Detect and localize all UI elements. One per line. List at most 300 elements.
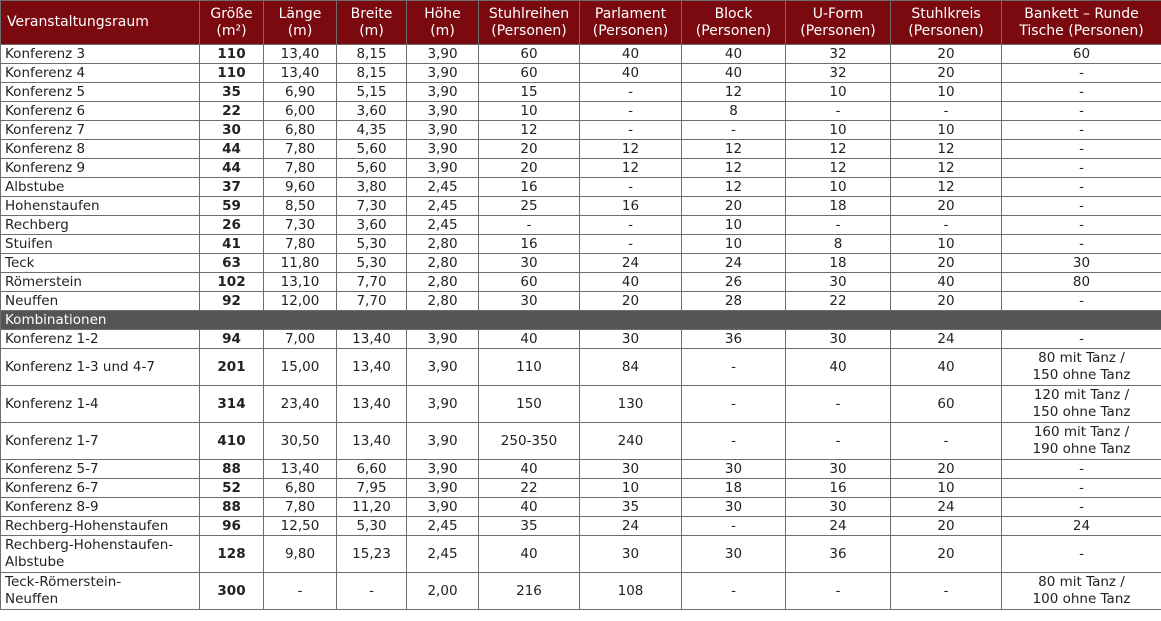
table-row: [1, 330, 1161, 349]
cell-classroom: [580, 573, 682, 610]
table-row: [1, 45, 1161, 64]
table-row: [1, 140, 1161, 159]
cell-height: [407, 64, 479, 83]
cell-text: 18: [829, 197, 847, 214]
table-row: [1, 349, 1161, 386]
column-header-line: Stuhlreihen: [488, 5, 570, 22]
column-header-line: (m): [287, 22, 313, 39]
cell-circle: [891, 479, 1002, 498]
cell-text: Konferenz 6: [5, 102, 86, 119]
cell-text: 13,40: [280, 64, 320, 81]
cell-text: 10: [829, 178, 847, 195]
cell-text: 3,90: [427, 159, 458, 176]
cell-block: [682, 460, 786, 479]
cell-theater: [479, 159, 580, 178]
cell-theater: [479, 349, 580, 386]
cell-text: 20: [937, 292, 955, 309]
cell-size: [200, 216, 264, 235]
cell-text: 150 ohne Tanz: [1032, 404, 1131, 420]
cell-block: [682, 479, 786, 498]
cell-height: [407, 83, 479, 102]
cell-u-shape: [786, 140, 891, 159]
cell-text: 6,60: [356, 460, 387, 477]
cell-text: 40: [520, 545, 538, 562]
cell-classroom: [580, 216, 682, 235]
cell-text: 3,60: [356, 102, 387, 119]
cell-text: 12: [621, 159, 640, 176]
cell-text: -: [628, 216, 633, 233]
cell-text: 410: [217, 432, 246, 449]
cell-text: 15,23: [352, 545, 391, 562]
cell-width: [337, 45, 407, 64]
cell-width: [337, 292, 407, 311]
cell-text: -: [731, 358, 736, 375]
cell-circle: [891, 83, 1002, 102]
cell-banquet: [1002, 178, 1161, 197]
cell-size: [200, 121, 264, 140]
cell-text: 12: [829, 140, 847, 157]
cell-theater: [479, 235, 580, 254]
cell-size: [200, 423, 264, 460]
cell-text: 20: [937, 45, 955, 62]
cell-text: 88: [222, 460, 241, 477]
cell-theater: [479, 330, 580, 349]
cell-text: -: [1079, 292, 1084, 309]
cell-text: 13,40: [352, 395, 391, 412]
cell-size: [200, 517, 264, 536]
cell-text: -: [526, 216, 532, 233]
cell-text: 30: [520, 254, 538, 271]
cell-size: [200, 254, 264, 273]
section-row-combinations: [1, 311, 1161, 330]
cell-classroom: [580, 330, 682, 349]
cell-text: 40: [621, 45, 640, 62]
cell-banquet: [1002, 216, 1161, 235]
cell-text: 30: [724, 545, 743, 562]
cell-size: [200, 573, 264, 610]
table-row: [1, 197, 1161, 216]
cell-text: -: [369, 582, 374, 599]
cell-height: [407, 102, 479, 121]
cell-text: 4,35: [356, 121, 387, 138]
cell-banquet: [1002, 102, 1161, 121]
cell-text: 300: [217, 582, 246, 599]
cell-text: 5,15: [356, 83, 387, 100]
cell-text: 16: [621, 197, 640, 214]
column-header-line: Breite: [350, 5, 393, 22]
column-header-classroom: [580, 1, 682, 45]
cell-room-name: [1, 292, 200, 311]
cell-classroom: [580, 140, 682, 159]
cell-classroom: [580, 460, 682, 479]
cell-text: 3,60: [356, 216, 387, 233]
cell-classroom: [580, 159, 682, 178]
cell-circle: [891, 102, 1002, 121]
cell-text: 10: [937, 235, 955, 252]
cell-block: [682, 83, 786, 102]
cell-text: 9,80: [284, 545, 316, 562]
cell-theater: [479, 423, 580, 460]
cell-text: 35: [222, 83, 241, 100]
cell-block: [682, 254, 786, 273]
cell-height: [407, 517, 479, 536]
cell-height: [407, 197, 479, 216]
cell-u-shape: [786, 197, 891, 216]
cell-text: 15,00: [280, 358, 320, 375]
cell-text: 10: [937, 121, 955, 138]
cell-text: 110: [217, 64, 246, 81]
cell-text: 40: [724, 64, 743, 81]
cell-text: 30: [621, 460, 640, 477]
cell-text: 10: [937, 479, 955, 496]
cell-classroom: [580, 83, 682, 102]
cell-text: 20: [937, 545, 955, 562]
cell-text: 5,60: [356, 140, 387, 157]
cell-text: -: [628, 235, 633, 252]
cell-room-name: [1, 573, 200, 610]
column-header-line: Veranstaltungsraum: [7, 14, 149, 30]
cell-text: 20: [937, 254, 955, 271]
cell-text: 22: [829, 292, 847, 309]
cell-block: [682, 536, 786, 573]
cell-text: 59: [222, 197, 241, 214]
cell-text: -: [1079, 330, 1084, 347]
cell-classroom: [580, 273, 682, 292]
cell-size: [200, 479, 264, 498]
cell-text: 12: [520, 121, 538, 138]
cell-block: [682, 121, 786, 140]
cell-width: [337, 349, 407, 386]
cell-theater: [479, 460, 580, 479]
cell-text: 24: [829, 517, 847, 534]
cell-length: [264, 292, 337, 311]
cell-size: [200, 83, 264, 102]
cell-block: [682, 517, 786, 536]
cell-theater: [479, 178, 580, 197]
cell-height: [407, 349, 479, 386]
cell-height: [407, 159, 479, 178]
cell-width: [337, 460, 407, 479]
cell-text: 7,80: [284, 140, 316, 157]
cell-text: 24: [937, 330, 955, 347]
cell-text: 5,30: [356, 254, 387, 271]
column-header-line: (m): [430, 22, 455, 39]
cell-text: 30: [724, 498, 743, 515]
cell-text: Konferenz 3: [5, 45, 86, 62]
cell-height: [407, 45, 479, 64]
cell-text: -: [1079, 64, 1084, 81]
cell-text: 12: [724, 83, 743, 100]
table-row: [1, 517, 1161, 536]
cell-size: [200, 64, 264, 83]
column-header-line: (Personen): [592, 22, 669, 39]
cell-length: [264, 254, 337, 273]
cell-circle: [891, 349, 1002, 386]
cell-room-name: [1, 140, 200, 159]
cell-size: [200, 140, 264, 159]
cell-text: -: [1079, 479, 1084, 496]
column-header-circle: [891, 1, 1002, 45]
cell-width: [337, 159, 407, 178]
cell-circle: [891, 273, 1002, 292]
cell-height: [407, 573, 479, 610]
cell-text: Neuffen: [5, 591, 59, 607]
cell-length: [264, 83, 337, 102]
cell-text: Stuifen: [5, 235, 53, 252]
cell-banquet: [1002, 235, 1161, 254]
cell-height: [407, 121, 479, 140]
cell-circle: [891, 330, 1002, 349]
cell-size: [200, 386, 264, 423]
cell-text: 10: [829, 83, 847, 100]
cell-text: 10: [724, 235, 743, 252]
cell-width: [337, 423, 407, 460]
cell-text: -: [1079, 498, 1084, 515]
cell-u-shape: [786, 45, 891, 64]
cell-text: 11,20: [352, 498, 391, 515]
cell-text: 8,50: [284, 197, 316, 214]
cell-text: 10: [724, 216, 743, 233]
cell-room-name: [1, 45, 200, 64]
cell-text: 12: [829, 159, 847, 176]
cell-banquet: [1002, 386, 1161, 423]
cell-block: [682, 197, 786, 216]
column-header-line: Parlament: [594, 5, 667, 22]
cell-block: [682, 216, 786, 235]
cell-block: [682, 64, 786, 83]
cell-block: [682, 292, 786, 311]
column-header-height: [407, 1, 479, 45]
cell-text: 13,40: [352, 358, 391, 375]
cell-banquet: [1002, 45, 1161, 64]
cell-length: [264, 140, 337, 159]
cell-length: [264, 45, 337, 64]
column-header-line: (m²): [216, 22, 247, 39]
cell-text: 13,40: [352, 432, 391, 449]
cell-theater: [479, 83, 580, 102]
cell-text: -: [628, 102, 633, 119]
cell-banquet: [1002, 273, 1161, 292]
cell-text: 12: [937, 159, 955, 176]
cell-text: 7,30: [284, 216, 316, 233]
cell-circle: [891, 197, 1002, 216]
cell-text: 3,90: [427, 64, 458, 81]
cell-text: 40: [520, 460, 538, 477]
cell-u-shape: [786, 423, 891, 460]
cell-text: -: [1079, 235, 1084, 252]
cell-banquet: [1002, 159, 1161, 178]
cell-width: [337, 573, 407, 610]
cell-text: 22: [520, 479, 538, 496]
cell-block: [682, 102, 786, 121]
cell-text: 63: [222, 254, 241, 271]
cell-text: 40: [937, 273, 955, 290]
cell-text: -: [943, 432, 949, 449]
cell-text: 3,90: [427, 102, 458, 119]
cell-text: -: [731, 121, 736, 138]
table-row: [1, 64, 1161, 83]
cell-text: 160 mit Tanz /: [1033, 424, 1130, 440]
cell-text: 2,80: [427, 292, 458, 309]
cell-text: 37: [222, 178, 241, 195]
cell-text: 6,90: [284, 83, 316, 100]
cell-size: [200, 330, 264, 349]
cell-height: [407, 254, 479, 273]
cell-width: [337, 536, 407, 573]
table-row: [1, 83, 1161, 102]
cell-width: [337, 197, 407, 216]
cell-classroom: [580, 254, 682, 273]
cell-text: 13,10: [280, 273, 320, 290]
cell-text: 88: [222, 498, 241, 515]
cell-length: [264, 498, 337, 517]
column-header-line: (m): [359, 22, 384, 39]
cell-u-shape: [786, 517, 891, 536]
cell-text: 20: [520, 159, 538, 176]
cell-text: 15: [520, 83, 538, 100]
cell-text: 3,90: [427, 121, 458, 138]
cell-text: 36: [724, 330, 743, 347]
cell-text: 20: [937, 197, 955, 214]
cell-text: Konferenz 4: [5, 64, 86, 81]
cell-room-name: [1, 479, 200, 498]
cell-theater: [479, 498, 580, 517]
cell-circle: [891, 235, 1002, 254]
cell-u-shape: [786, 330, 891, 349]
cell-room-name: [1, 64, 200, 83]
cell-u-shape: [786, 536, 891, 573]
cell-text: 35: [520, 517, 538, 534]
cell-text: 7,70: [356, 273, 387, 290]
cell-block: [682, 498, 786, 517]
cell-text: 190 ohne Tanz: [1032, 441, 1131, 457]
cell-width: [337, 273, 407, 292]
cell-theater: [479, 273, 580, 292]
cell-width: [337, 235, 407, 254]
cell-length: [264, 216, 337, 235]
cell-u-shape: [786, 235, 891, 254]
cell-height: [407, 235, 479, 254]
cell-u-shape: [786, 64, 891, 83]
cell-u-shape: [786, 159, 891, 178]
table-row: [1, 102, 1161, 121]
cell-width: [337, 140, 407, 159]
cell-text: -: [731, 432, 736, 449]
cell-text: -: [731, 517, 736, 534]
cell-length: [264, 536, 337, 573]
cell-text: Albstube: [5, 554, 65, 570]
cell-text: Konferenz 8: [5, 140, 86, 157]
cell-size: [200, 498, 264, 517]
cell-classroom: [580, 235, 682, 254]
cell-banquet: [1002, 498, 1161, 517]
cell-text: 110: [217, 45, 246, 62]
cell-text: 12: [937, 178, 955, 195]
cell-u-shape: [786, 83, 891, 102]
cell-banquet: [1002, 573, 1161, 610]
table-row: [1, 573, 1161, 610]
cell-height: [407, 460, 479, 479]
cell-text: 102: [217, 273, 246, 290]
cell-theater: [479, 536, 580, 573]
cell-text: 2,80: [427, 235, 458, 252]
cell-classroom: [580, 349, 682, 386]
cell-text: 3,90: [427, 358, 458, 375]
cell-text: -: [835, 395, 841, 412]
cell-text: 13,40: [352, 330, 391, 347]
cell-text: 150 ohne Tanz: [1032, 367, 1131, 383]
cell-classroom: [580, 102, 682, 121]
cell-text: 22: [222, 102, 241, 119]
cell-circle: [891, 121, 1002, 140]
cell-u-shape: [786, 479, 891, 498]
cell-text: 10: [937, 83, 955, 100]
cell-text: 20: [937, 460, 955, 477]
cell-size: [200, 45, 264, 64]
cell-text: -: [297, 582, 303, 599]
cell-text: 7,80: [284, 498, 316, 515]
cell-height: [407, 273, 479, 292]
cell-theater: [479, 292, 580, 311]
cell-text: -: [943, 216, 949, 233]
cell-text: 30,50: [280, 432, 320, 449]
cell-banquet: [1002, 292, 1161, 311]
cell-text: 30: [621, 330, 640, 347]
table-row: [1, 254, 1161, 273]
cell-classroom: [580, 45, 682, 64]
cell-height: [407, 386, 479, 423]
cell-classroom: [580, 121, 682, 140]
cell-u-shape: [786, 498, 891, 517]
column-header-line: Bankett – Runde: [1024, 5, 1139, 22]
cell-text: 60: [1072, 45, 1091, 62]
cell-text: 3,80: [356, 178, 387, 195]
cell-banquet: [1002, 479, 1161, 498]
table-row: [1, 498, 1161, 517]
cell-text: 2,80: [427, 254, 458, 271]
cell-text: 30: [829, 273, 847, 290]
cell-length: [264, 349, 337, 386]
cell-text: -: [731, 395, 736, 412]
cell-height: [407, 292, 479, 311]
cell-banquet: [1002, 460, 1161, 479]
cell-text: 10: [520, 102, 538, 119]
cell-text: Konferenz 1-7: [5, 432, 99, 449]
cell-block: [682, 140, 786, 159]
cell-block: [682, 386, 786, 423]
cell-size: [200, 273, 264, 292]
cell-height: [407, 423, 479, 460]
cell-text: 8,15: [356, 45, 387, 62]
cell-length: [264, 102, 337, 121]
column-header-line: Größe: [210, 5, 253, 22]
cell-text: 2,45: [427, 517, 458, 534]
cell-size: [200, 159, 264, 178]
cell-text: -: [835, 216, 841, 233]
cell-text: 16: [520, 235, 538, 252]
column-header-banquet: [1002, 1, 1161, 45]
cell-text: 36: [829, 545, 847, 562]
cell-banquet: [1002, 536, 1161, 573]
cell-text: 5,30: [356, 517, 387, 534]
cell-text: -: [1079, 121, 1084, 138]
cell-theater: [479, 140, 580, 159]
cell-size: [200, 178, 264, 197]
cell-classroom: [580, 178, 682, 197]
cell-circle: [891, 178, 1002, 197]
cell-circle: [891, 517, 1002, 536]
cell-text: 30: [829, 460, 847, 477]
